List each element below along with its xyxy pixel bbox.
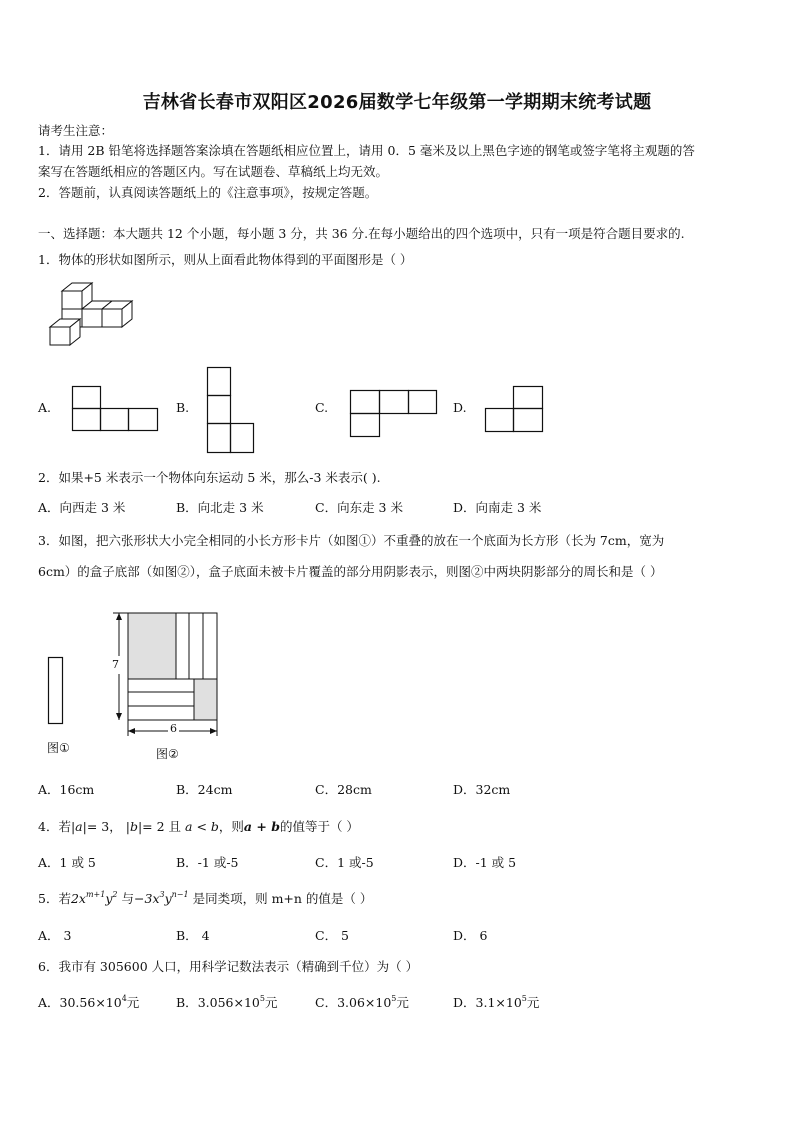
question-6-option-a-mantissa: 30.56×10 bbox=[59, 995, 122, 1010]
question-2-option-c[interactable]: C．向东走 3 米 bbox=[315, 500, 403, 515]
question-6-option-a-exponent: 4 bbox=[121, 994, 127, 1003]
question-3-option-a[interactable]: A．16cm bbox=[38, 782, 95, 797]
question-4-suffix: 的值等于（ ） bbox=[279, 819, 359, 834]
question-1-stem: 1．物体的形状如图所示，则从上面看此物体得到的平面图形是（ ） bbox=[38, 252, 413, 267]
question-3-option-b[interactable]: B．24cm bbox=[176, 782, 233, 797]
question-3-dimension-height: 7 bbox=[112, 658, 119, 671]
question-3-stem-cont: 6cm）的盒子底部（如图②），盒子底面未被卡片覆盖的部分用阴影表示，则图②中两块阴影部分的周长和是（ ） bbox=[38, 564, 663, 579]
question-6-stem: 6．我市有 305600 人口，用科学记数法表示（精确到千位）为（ ） bbox=[38, 959, 419, 974]
question-3-dimension-width: 6 bbox=[170, 722, 177, 735]
question-6-option-d-mantissa: 3.1×10 bbox=[475, 995, 522, 1010]
question-1-option-d-figure bbox=[485, 386, 544, 433]
question-4-option-a[interactable]: A．1 或 5 bbox=[38, 855, 96, 870]
question-5-term-2-y: y bbox=[164, 891, 172, 906]
question-6-option-c-unit: 元 bbox=[396, 995, 409, 1010]
question-6-option-c-label: C． bbox=[315, 995, 338, 1010]
question-6-option-d-unit: 元 bbox=[526, 995, 540, 1010]
question-5-term-2-y-exponent: n−1 bbox=[171, 890, 189, 899]
question-6-option-b-exponent: 5 bbox=[259, 994, 265, 1003]
question-3-options bbox=[38, 780, 758, 800]
question-5-stem bbox=[38, 889, 372, 907]
question-5-option-a[interactable]: A． 3 bbox=[38, 928, 72, 943]
question-4-option-b[interactable]: B．-1 或-5 bbox=[176, 855, 239, 870]
question-6-option-b-mantissa: 3.056×10 bbox=[197, 995, 260, 1010]
question-3-option-d[interactable]: D．32cm bbox=[453, 782, 511, 797]
question-6-option-b[interactable] bbox=[176, 993, 277, 1011]
question-6-option-d[interactable] bbox=[453, 993, 539, 1011]
question-5-term-1-y: y bbox=[105, 891, 113, 906]
question-4-prefix: 4．若 bbox=[38, 819, 71, 834]
notice-item-2: 2．答题前，认真阅读答题纸上的《注意事项》，按规定答题。 bbox=[38, 185, 378, 200]
question-6-option-b-unit: 元 bbox=[264, 995, 278, 1010]
notice-item-1-cont: 案写在答题纸相应的答题区内。写在试题卷、草稿纸上均无效。 bbox=[38, 164, 389, 179]
question-1-option-d-label[interactable]: D. bbox=[453, 400, 467, 415]
question-4-expression: a + b bbox=[243, 819, 280, 834]
question-4-options bbox=[38, 853, 758, 873]
question-4-option-d[interactable]: D．-1 或 5 bbox=[453, 855, 517, 870]
question-1-option-a-label[interactable]: A. bbox=[38, 400, 52, 415]
question-6-option-d-exponent: 5 bbox=[521, 994, 527, 1003]
question-4-condition: a < b bbox=[185, 819, 219, 834]
question-4-abs-b: |b| bbox=[125, 819, 143, 834]
question-3-stem: 3．如图，把六张形状大小完全相同的小长方形卡片（如图①）不重叠的放在一个底面为长方形（长为 7cm，宽为 bbox=[38, 533, 665, 548]
question-1-option-b-figure bbox=[207, 367, 255, 454]
question-4-option-c[interactable]: C．1 或-5 bbox=[315, 855, 374, 870]
question-6-option-a-label: A． bbox=[38, 995, 60, 1010]
question-5-option-d[interactable]: D． 6 bbox=[453, 928, 488, 943]
notice-item-1: 1．请用 2B 铅笔将选择题答案涂填在答题纸相应位置上，请用 0．5 毫米及以上黑色字迹的钢笔或签字笔将主观题的答 bbox=[38, 143, 695, 158]
question-4-eq3: = 3， bbox=[86, 819, 122, 834]
question-4-abs-a: |a| bbox=[70, 819, 87, 834]
question-1-option-c-figure bbox=[350, 390, 438, 438]
question-5-term-2-x-exponent: 3 bbox=[159, 890, 165, 899]
question-6-option-c-exponent: 5 bbox=[391, 994, 397, 1003]
question-6-option-b-label: B． bbox=[176, 995, 198, 1010]
question-6-option-a-unit: 元 bbox=[126, 995, 140, 1010]
question-5-term-1-y-exponent: 2 bbox=[112, 890, 118, 899]
question-6-option-c[interactable] bbox=[315, 993, 409, 1011]
question-6-options bbox=[38, 993, 758, 1013]
question-1-option-c-label[interactable]: C. bbox=[315, 400, 329, 415]
question-5-options bbox=[38, 926, 758, 946]
question-4-stem bbox=[38, 817, 359, 835]
question-4-eq2: = 2 且 bbox=[142, 819, 182, 834]
question-2-option-b[interactable]: B．向北走 3 米 bbox=[176, 500, 264, 515]
question-3-option-c[interactable]: C．28cm bbox=[315, 782, 372, 797]
question-2-options bbox=[38, 498, 758, 518]
question-2-option-a[interactable]: A．向西走 3 米 bbox=[38, 500, 126, 515]
question-5-term-2-base: −3x bbox=[134, 891, 160, 906]
question-5-with: 与 bbox=[121, 891, 135, 906]
question-6-option-d-label: D． bbox=[453, 995, 476, 1010]
question-4-mid: ，则 bbox=[218, 819, 244, 834]
question-5-term-1-x-exponent: m+1 bbox=[85, 890, 106, 899]
question-6-option-a[interactable] bbox=[38, 993, 139, 1011]
question-6-option-c-mantissa: 3.06×10 bbox=[337, 995, 392, 1010]
question-5-suffix: 是同类项，则 m+n 的值是（ ） bbox=[192, 891, 373, 906]
question-1-option-a-figure bbox=[72, 386, 159, 432]
question-3-figure-2-box bbox=[108, 610, 220, 740]
question-5-term-1-base: 2x bbox=[70, 891, 86, 906]
question-5-prefix: 5．若 bbox=[38, 891, 71, 906]
page-title: 吉林省长春市双阳区2026届数学七年级第一学期期末统考试题 bbox=[142, 92, 652, 113]
question-1-solid-figure bbox=[46, 283, 141, 345]
question-2-stem: 2．如果+5 米表示一个物体向东运动 5 米，那么-3 米表示( ). bbox=[38, 470, 381, 485]
section-heading: 一、选择题：本大题共 12 个小题，每小题 3 分，共 36 分.在每小题给出的四个选项中，只有一项是符合题目要求的. bbox=[38, 226, 685, 241]
question-1-option-b-label[interactable]: B. bbox=[176, 400, 190, 415]
notice-heading: 请考生注意： bbox=[38, 123, 114, 138]
question-5-option-b[interactable]: B． 4 bbox=[176, 928, 210, 943]
question-3-figure-1-label: 图① bbox=[47, 741, 70, 755]
question-2-option-d[interactable]: D．向南走 3 米 bbox=[453, 500, 542, 515]
question-5-option-c[interactable]: C． 5 bbox=[315, 928, 349, 943]
question-3-figure-1-card bbox=[48, 657, 64, 725]
question-3-figure-2-label: 图② bbox=[156, 747, 179, 761]
